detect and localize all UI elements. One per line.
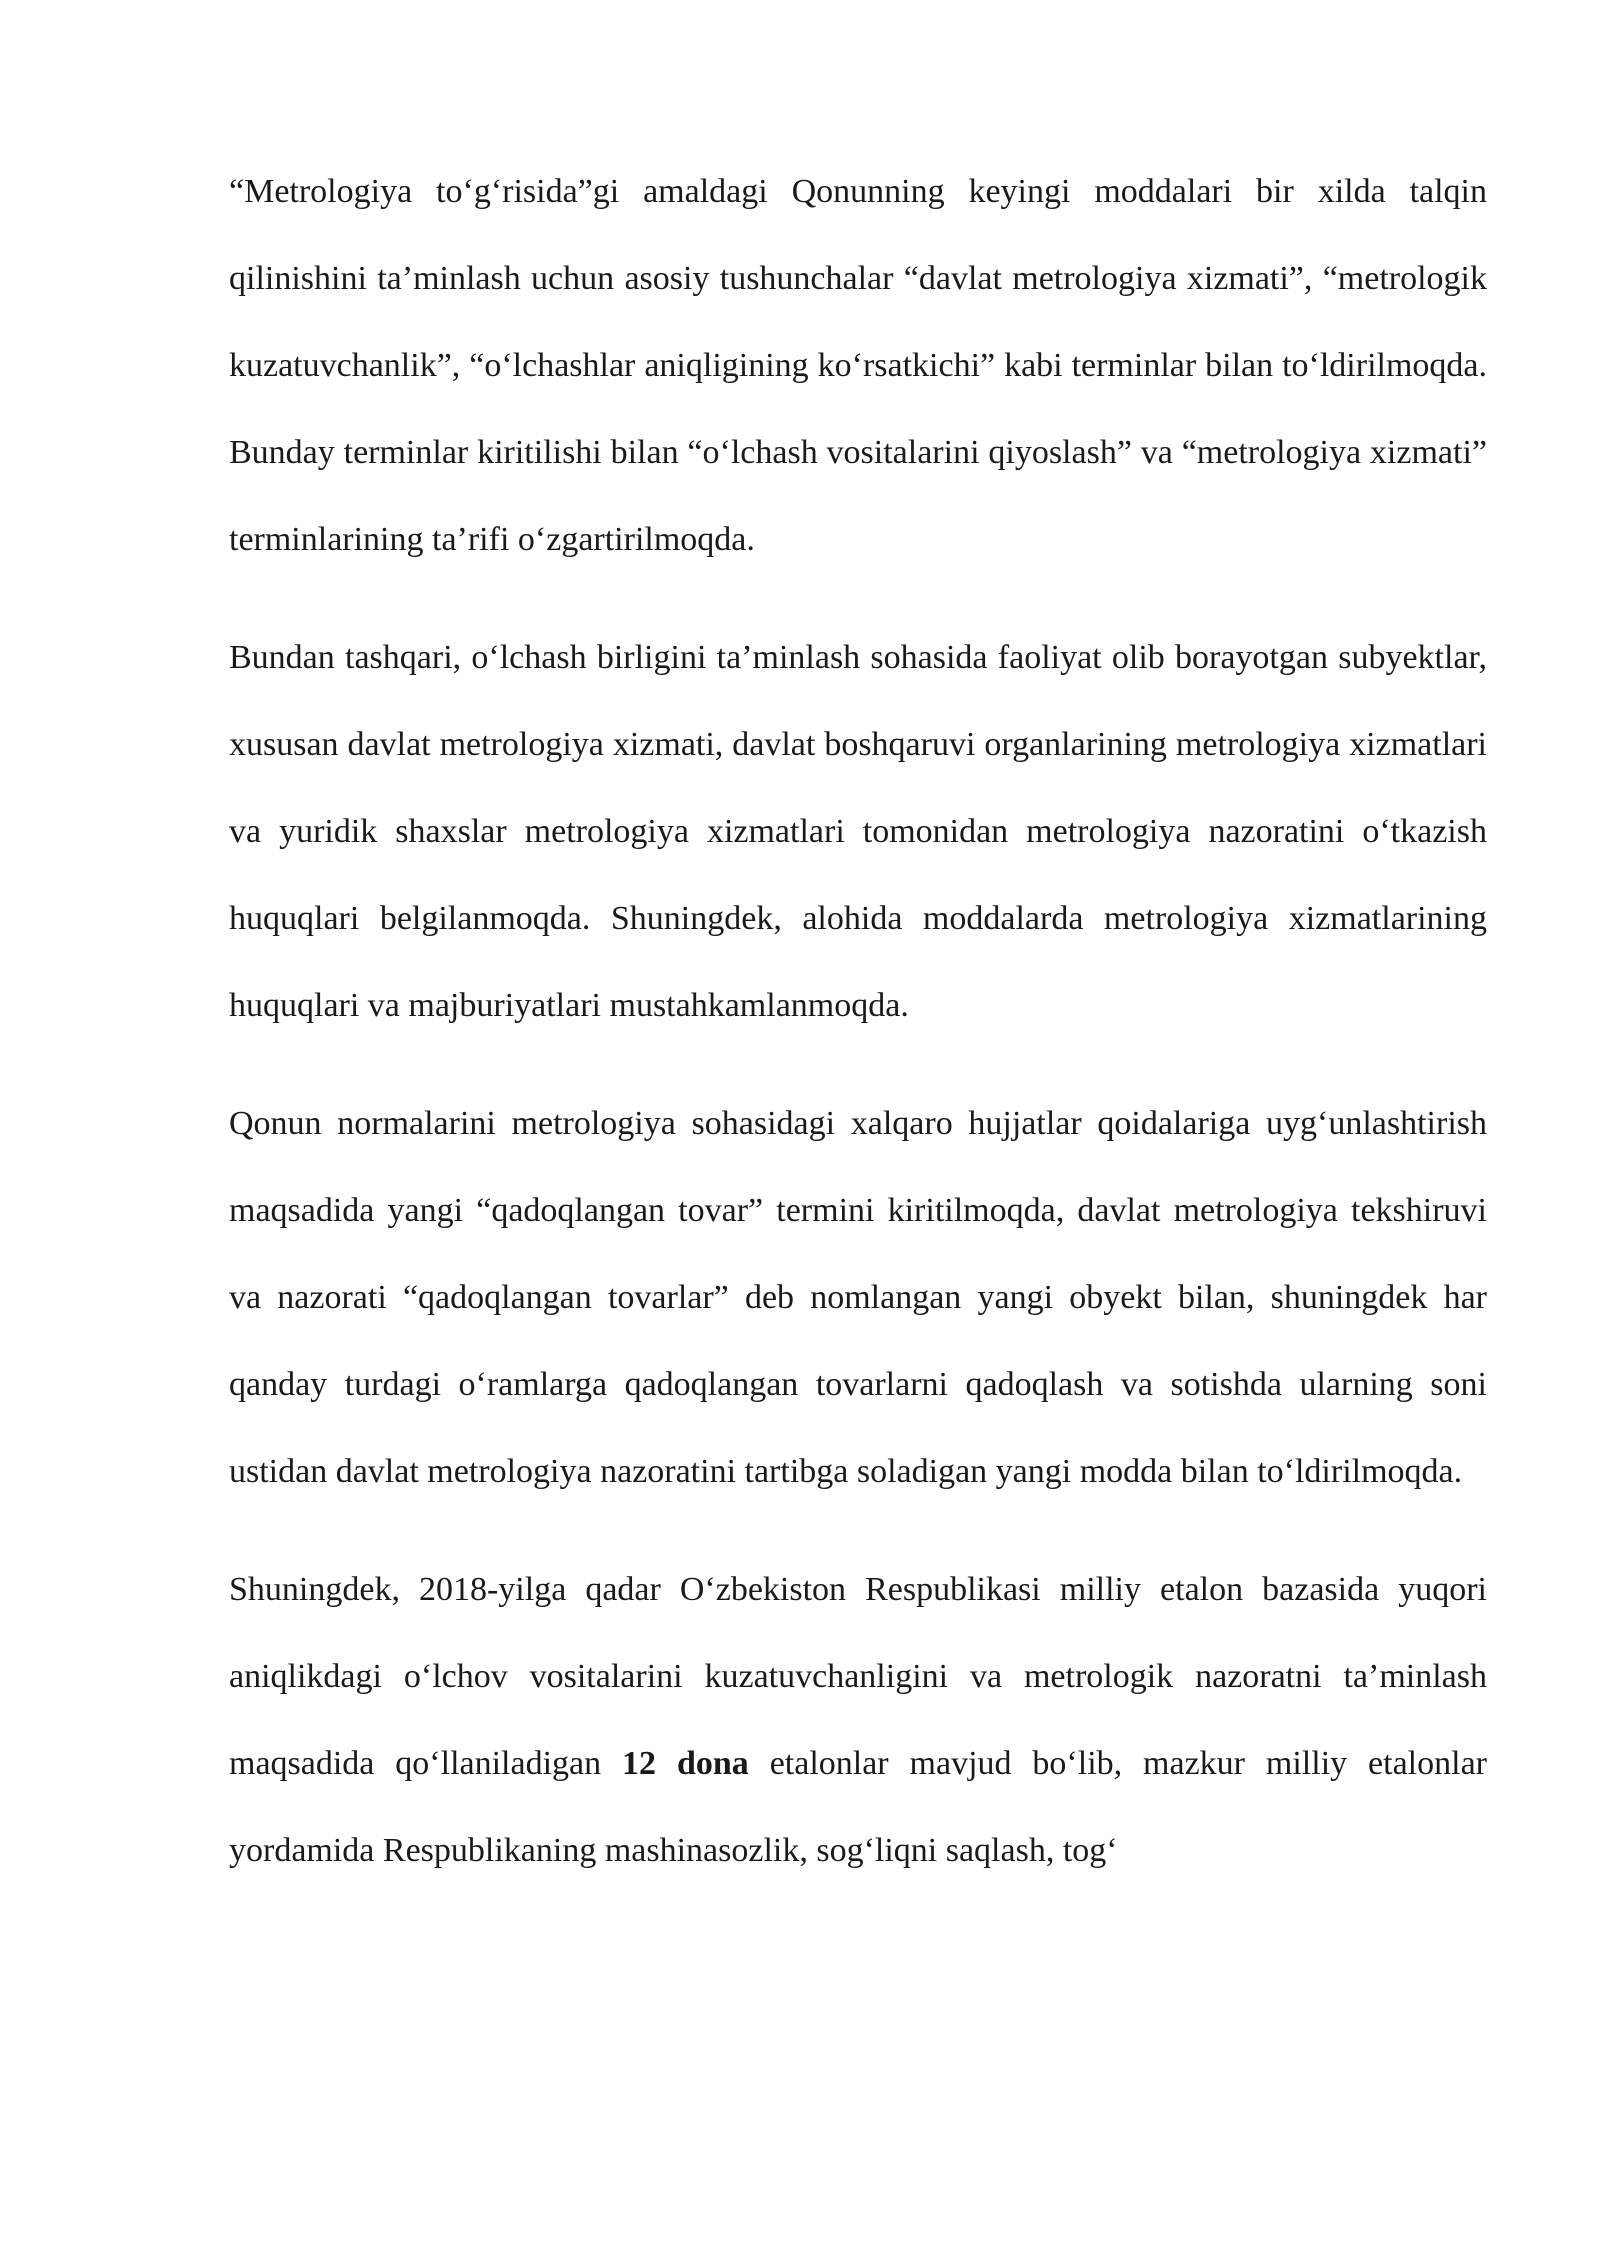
paragraph-4-text-before: Shuningdek, 2018-yilga qadar O‘zbekiston Respublikasi milliy etalon bazasida yuqori aniqlikdagi o‘lchov vositalarini kuzatuvchanligini va metrologik nazoratni ta’minlash maqsadida qo‘llaniladigan bbox=[229, 1571, 1487, 1782]
paragraph-3: Qonun normalarini metrologiya sohasidagi xalqaro hujjatlar qoidalariga uyg‘unlashtirish maqsadida yangi “qadoqlangan tovar” termini kiritilmoqda, davlat metrologiya tekshiruvi va nazorati “qadoqlangan tovarlar” deb nomlangan yangi obyekt bilan, shuningdek har qanday turdagi o‘ramlarga qadoqlangan tovarlarni qadoqlash va sotishda ularning soni ustidan davlat metrologiya nazoratini tartibga soladigan yangi modda bilan to‘ldirilmoqda. bbox=[229, 1105, 1487, 1490]
paragraph-1: “Metrologiya to‘g‘risida”gi amaldagi Qonunning keyingi moddalari bir xilda talqin qilinishini ta’minlash uchun asosiy tushunchalar “davlat metrologiya xizmati”, “metrologik kuzatuvchanlik”, “o‘lchashlar aniqligining ko‘rsatkichi” kabi terminlar bilan to‘ldirilmoqda. Bunday terminlar kiritilishi bilan “o‘lchash vositalarini qiyoslash” va “metrologiya xizmati” terminlarining ta’rifi o‘zgartirilmoqda. bbox=[229, 173, 1487, 558]
paragraph-4-text-after: etalonlar mavjud bo‘lib, mazkur milliy etalonlar yordamida Respublikaning mashinasozlik, sog‘liqni saqlash, tog‘ bbox=[229, 1745, 1487, 1869]
paragraph-4 bbox=[229, 1546, 1487, 1894]
paragraph-4-bold-count: 12 dona bbox=[622, 1745, 749, 1782]
paragraph-2: Bundan tashqari, o‘lchash birligini ta’minlash sohasida faoliyat olib borayotgan subyektlar, xususan davlat metrologiya xizmati, davlat boshqaruvi organlarining metrologiya xizmatlari va yuridik shaxslar metrologiya xizmatlari tomonidan metrologiya nazoratini o‘tkazish huquqlari belgilanmoqda. Shuningdek, alohida moddalarda metrologiya xizmatlarining huquqlari va majburiyatlari mustahkamlanmoqda. bbox=[229, 639, 1487, 1024]
document-body bbox=[229, 148, 1487, 1925]
